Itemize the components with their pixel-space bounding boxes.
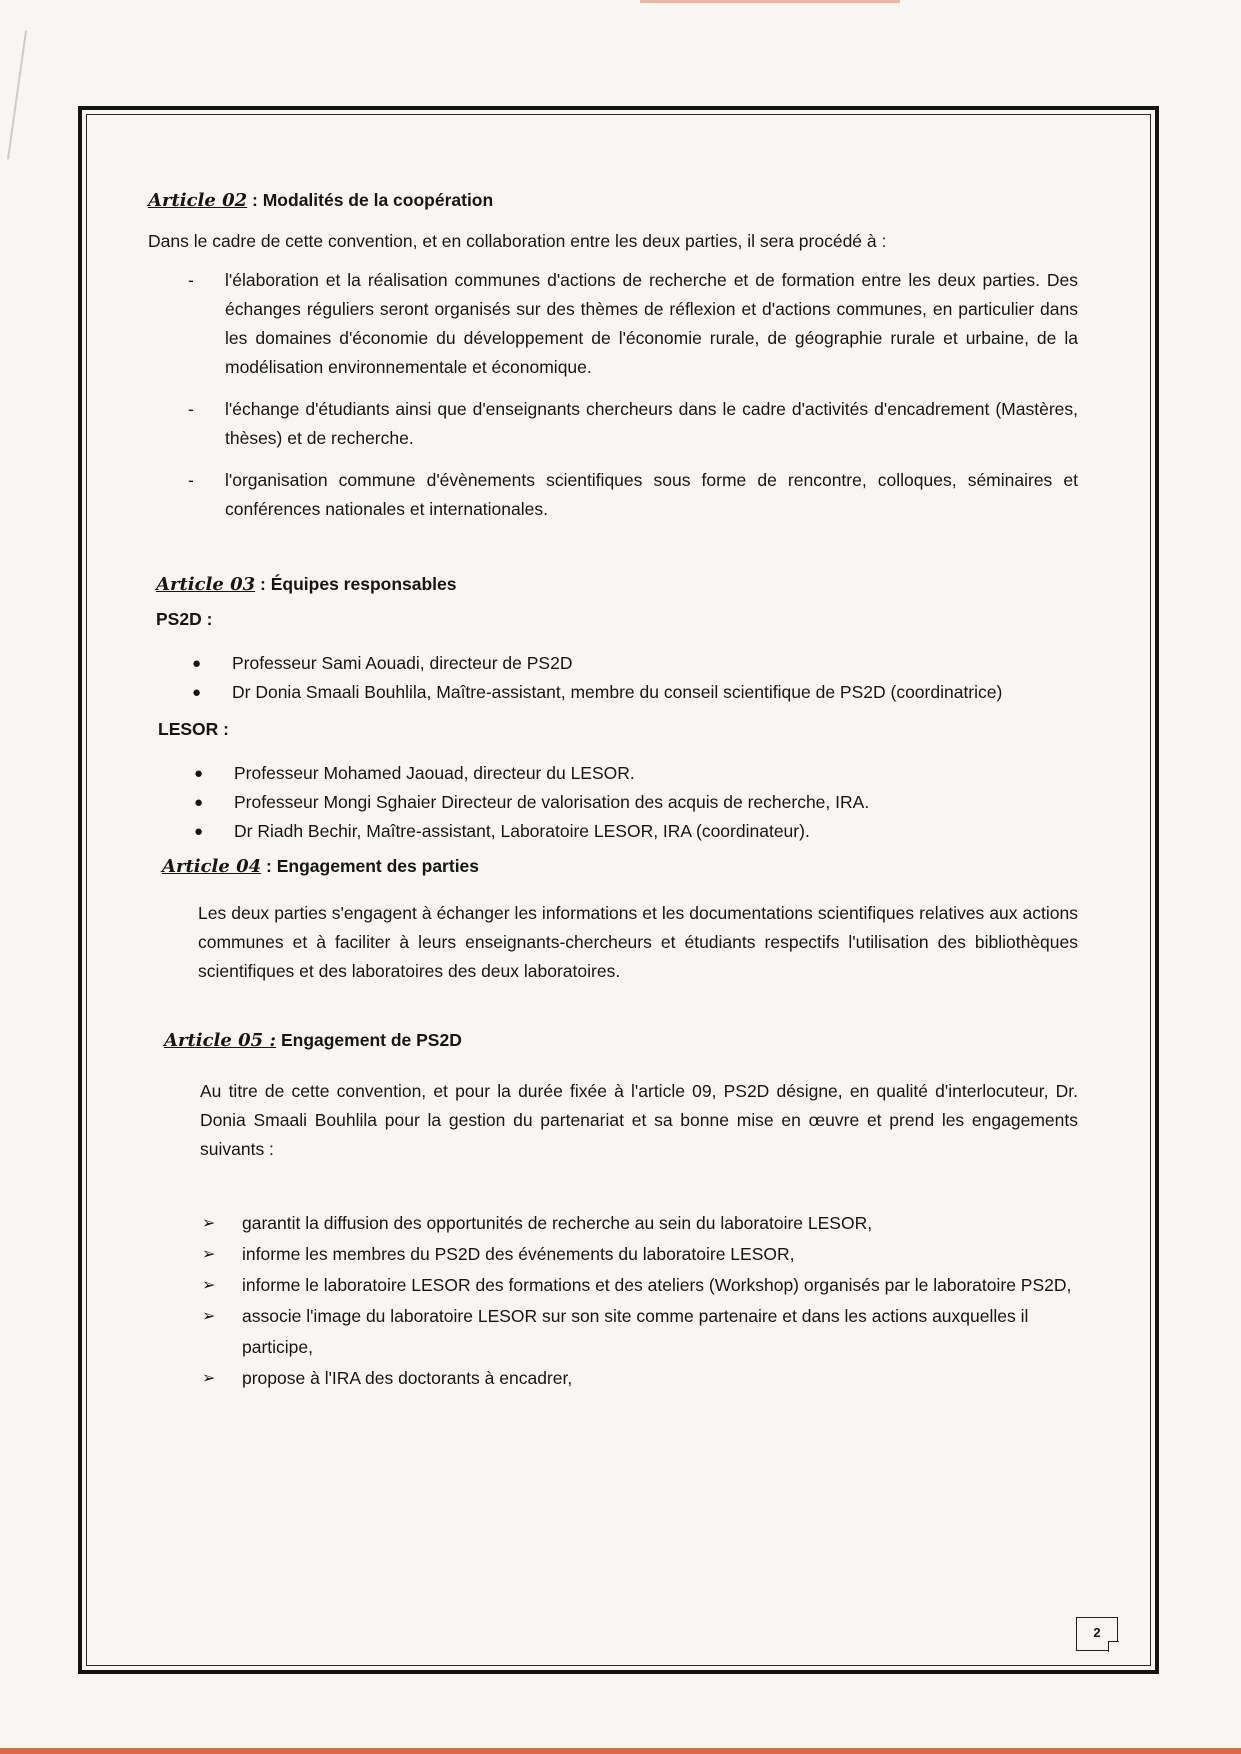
- lesor-label: LESOR :: [158, 719, 229, 739]
- list-item: ● Professeur Mongi Sghaier Directeur de valorisation des acquis de recherche, IRA.: [150, 788, 1078, 817]
- article-02-intro: Dans le cadre de cette convention, et en collaboration entre les deux parties, il sera procédé à :: [148, 231, 887, 251]
- article-04: [148, 852, 1078, 986]
- list-item: - l'organisation commune d'évènements scientifiques sous forme de rencontre, colloques, séminaires et conférences nationales et internationales.: [148, 466, 1078, 524]
- list-item: - l'élaboration et la réalisation communes d'actions de recherche et de formation entre les deux parties. Des échanges réguliers seront organisés sur des thèmes de réflexion et d'actions communes, en particulier dans les domaines d'économie du développement de l'économie rurale, de géographie rurale et urbaine, de la modélisation environnementale et économique.: [148, 266, 1078, 382]
- list-item: ➢ informe les membres du PS2D des événements du laboratoire LESOR,: [148, 1239, 1078, 1270]
- arrow-bullet-icon: ➢: [202, 1246, 216, 1263]
- bullet-icon: ●: [194, 794, 204, 811]
- article-05-title: Engagement de PS2D: [280, 1030, 462, 1050]
- bullet-icon: ●: [192, 655, 202, 672]
- page-number: 2: [1076, 1617, 1118, 1651]
- article-04-heading: Article 04 : Engagement des parties: [162, 856, 480, 877]
- article-04-body: Les deux parties s'engagent à échanger les informations et les documentations scientifiques relatives aux actions communes et à faciliter à leurs enseignants-chercheurs et étudiants respectifs l'utilisation des bibliothèques scientifiques et des laboratoires des deux laboratoires.: [198, 903, 1078, 981]
- ps2d-label: PS2D :: [156, 609, 213, 629]
- lesor-team-list: [148, 759, 1078, 846]
- scan-edge-bottom: [0, 1748, 1241, 1754]
- list-item: ● Professeur Mohamed Jaouad, directeur du LESOR.: [150, 759, 1078, 788]
- list-item: ➢ associe l'image du laboratoire LESOR sur son site comme partenaire et dans les actions auxquelles il participe,: [148, 1301, 1078, 1363]
- article-02-label: Article 02: [148, 190, 248, 211]
- article-02-heading: Article 02 : Modalités de la coopération: [148, 190, 494, 211]
- list-item: ➢ garantit la diffusion des opportunités de recherche au sein du laboratoire LESOR,: [148, 1208, 1078, 1239]
- dash-bullet-icon: -: [188, 399, 194, 419]
- list-item: ● Dr Riadh Bechir, Maître-assistant, Laboratoire LESOR, IRA (coordinateur).: [150, 817, 1078, 846]
- list-item: - l'échange d'étudiants ainsi que d'enseignants chercheurs dans le cadre d'activités d'encadrement (Mastères, thèses) et de recherche.: [148, 395, 1078, 453]
- list-item: ● Professeur Sami Aouadi, directeur de PS2D: [148, 649, 1078, 678]
- arrow-bullet-icon: ➢: [202, 1308, 216, 1325]
- arrow-bullet-icon: ➢: [202, 1215, 216, 1232]
- dash-bullet-icon: -: [188, 270, 194, 290]
- list-item: ➢ informe le laboratoire LESOR des formations et des ateliers (Workshop) organisés par le laboratoire PS2D,: [148, 1270, 1078, 1301]
- list-item: ● Dr Donia Smaali Bouhlila, Maître-assistant, membre du conseil scientifique de PS2D (coordinatrice): [148, 678, 1078, 707]
- list-item: ➢ propose à l'IRA des doctorants à encadrer,: [148, 1363, 1078, 1394]
- article-05-label: Article 05 :: [164, 1030, 277, 1051]
- article-05-heading: [148, 1026, 1078, 1055]
- article-03: [148, 570, 1078, 846]
- article-02: [148, 186, 1078, 524]
- scan-edge-top: [640, 0, 900, 3]
- article-05: [148, 1026, 1078, 1394]
- article-03-title: Équipes responsables: [270, 574, 457, 594]
- ps2d-team-list: [148, 649, 1078, 707]
- article-03-heading: Article 03 : Équipes responsables: [156, 574, 457, 595]
- article-04-title: Engagement des parties: [276, 856, 480, 876]
- arrow-bullet-icon: ➢: [202, 1370, 216, 1387]
- bullet-icon: ●: [194, 765, 204, 782]
- bullet-icon: ●: [194, 823, 204, 840]
- article-05-list: [148, 1208, 1078, 1394]
- article-03-label: Article 03: [156, 574, 256, 595]
- article-02-title: Modalités de la coopération: [262, 190, 494, 210]
- article-04-label: Article 04: [162, 856, 262, 877]
- article-05-body: Au titre de cette convention, et pour la durée fixée à l'article 09, PS2D désigne, en qualité d'interlocuteur, Dr. Donia Smaali Bouhlila pour la gestion du partenariat et sa bonne mise en œuvre et prend les engagements suivants :: [200, 1081, 1078, 1159]
- article-02-list: [148, 266, 1078, 524]
- bullet-icon: ●: [192, 684, 202, 701]
- dash-bullet-icon: -: [188, 470, 194, 490]
- scan-mark: [7, 30, 27, 159]
- document-body: [148, 186, 1078, 1394]
- arrow-bullet-icon: ➢: [202, 1277, 216, 1294]
